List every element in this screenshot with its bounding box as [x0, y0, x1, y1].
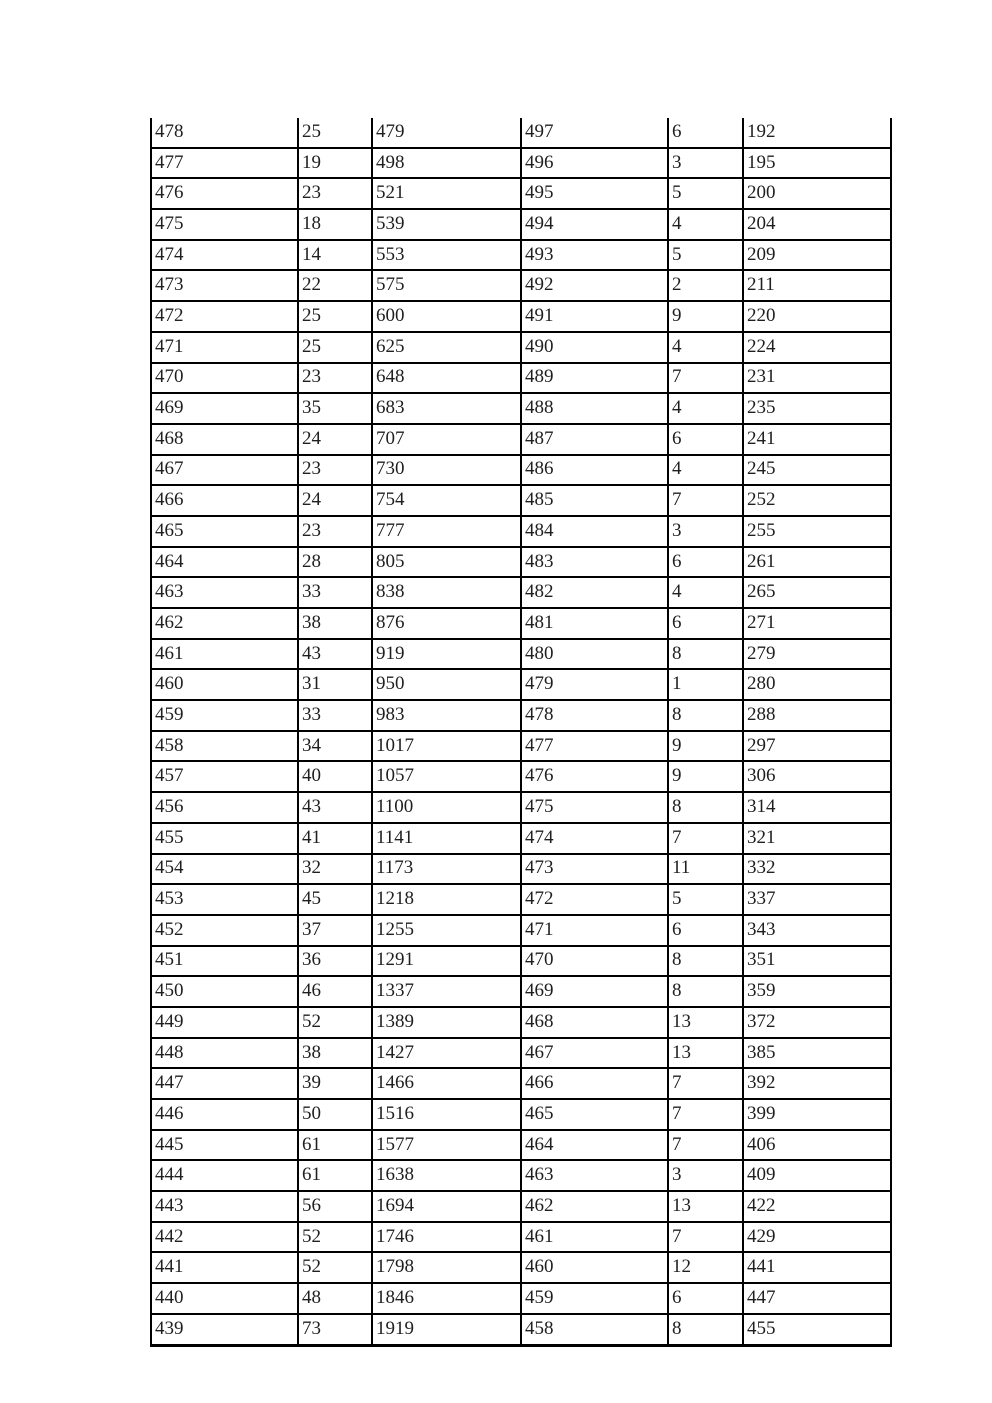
table-row	[151, 516, 891, 547]
score-cell: 458	[151, 731, 298, 762]
table-row	[151, 915, 891, 946]
cumulative-cell: 455	[743, 1314, 891, 1345]
count-cell: 52	[298, 1252, 372, 1283]
count-cell: 9	[668, 731, 743, 762]
count-cell: 41	[298, 823, 372, 854]
count-cell: 34	[298, 731, 372, 762]
score-cell: 480	[521, 639, 668, 670]
cumulative-cell: 1173	[372, 854, 521, 885]
score-cell: 460	[151, 669, 298, 700]
count-cell: 23	[298, 455, 372, 486]
cumulative-cell: 1017	[372, 731, 521, 762]
count-cell: 12	[668, 1252, 743, 1283]
table-row	[151, 1038, 891, 1069]
score-cell: 467	[521, 1038, 668, 1069]
table-row	[151, 792, 891, 823]
count-cell: 36	[298, 946, 372, 977]
count-cell: 35	[298, 393, 372, 424]
count-cell: 61	[298, 1130, 372, 1161]
score-cell: 472	[521, 884, 668, 915]
count-cell: 4	[668, 455, 743, 486]
count-cell: 52	[298, 1007, 372, 1038]
count-cell: 8	[668, 792, 743, 823]
cumulative-cell: 1057	[372, 761, 521, 792]
score-cell: 444	[151, 1160, 298, 1191]
cumulative-cell: 730	[372, 455, 521, 486]
count-cell: 24	[298, 424, 372, 455]
score-cell: 470	[521, 946, 668, 977]
cumulative-cell: 280	[743, 669, 891, 700]
score-cell: 462	[521, 1191, 668, 1222]
count-cell: 8	[668, 946, 743, 977]
cumulative-cell: 422	[743, 1191, 891, 1222]
count-cell: 43	[298, 792, 372, 823]
cumulative-cell: 429	[743, 1222, 891, 1253]
score-cell: 460	[521, 1252, 668, 1283]
cumulative-cell: 1577	[372, 1130, 521, 1161]
count-cell: 7	[668, 363, 743, 394]
count-cell: 7	[668, 1222, 743, 1253]
cumulative-cell: 600	[372, 301, 521, 332]
table-row	[151, 1007, 891, 1038]
cumulative-cell: 314	[743, 792, 891, 823]
count-cell: 23	[298, 516, 372, 547]
cumulative-cell: 255	[743, 516, 891, 547]
count-cell: 40	[298, 761, 372, 792]
table-row	[151, 761, 891, 792]
score-cell: 474	[151, 240, 298, 271]
cumulative-cell: 1798	[372, 1252, 521, 1283]
count-cell: 18	[298, 209, 372, 240]
table-row	[151, 823, 891, 854]
count-cell: 5	[668, 240, 743, 271]
score-cell: 496	[521, 148, 668, 179]
count-cell: 7	[668, 1130, 743, 1161]
count-cell: 32	[298, 854, 372, 885]
cumulative-cell: 399	[743, 1099, 891, 1130]
score-cell: 457	[151, 761, 298, 792]
count-cell: 56	[298, 1191, 372, 1222]
cumulative-cell: 245	[743, 455, 891, 486]
cumulative-cell: 838	[372, 577, 521, 608]
count-cell: 43	[298, 639, 372, 670]
table-row	[151, 301, 891, 332]
cumulative-cell: 343	[743, 915, 891, 946]
cumulative-cell: 479	[372, 118, 521, 148]
table-row	[151, 700, 891, 731]
cumulative-cell: 1255	[372, 915, 521, 946]
cumulative-cell: 1919	[372, 1314, 521, 1345]
cumulative-cell: 192	[743, 118, 891, 148]
cumulative-cell: 919	[372, 639, 521, 670]
table-row	[151, 577, 891, 608]
score-cell: 472	[151, 301, 298, 332]
score-cell: 473	[521, 854, 668, 885]
count-cell: 3	[668, 1160, 743, 1191]
cumulative-cell: 707	[372, 424, 521, 455]
count-cell: 13	[668, 1191, 743, 1222]
cumulative-cell: 297	[743, 731, 891, 762]
count-cell: 25	[298, 332, 372, 363]
score-cell: 442	[151, 1222, 298, 1253]
score-cell: 453	[151, 884, 298, 915]
cumulative-cell: 224	[743, 332, 891, 363]
count-cell: 11	[668, 854, 743, 885]
count-cell: 25	[298, 301, 372, 332]
score-cell: 494	[521, 209, 668, 240]
cumulative-cell: 1638	[372, 1160, 521, 1191]
score-cell: 481	[521, 608, 668, 639]
table-row	[151, 363, 891, 394]
score-cell: 466	[521, 1068, 668, 1099]
score-cell: 464	[521, 1130, 668, 1161]
count-cell: 5	[668, 178, 743, 209]
table-row	[151, 1068, 891, 1099]
score-cell: 491	[521, 301, 668, 332]
count-cell: 2	[668, 270, 743, 301]
cumulative-cell: 950	[372, 669, 521, 700]
count-cell: 1	[668, 669, 743, 700]
score-cell: 465	[151, 516, 298, 547]
score-cell: 456	[151, 792, 298, 823]
score-cell: 465	[521, 1099, 668, 1130]
cumulative-cell: 1846	[372, 1283, 521, 1314]
cumulative-cell: 1218	[372, 884, 521, 915]
cumulative-cell: 351	[743, 946, 891, 977]
score-cell: 463	[521, 1160, 668, 1191]
cumulative-cell: 252	[743, 485, 891, 516]
count-cell: 7	[668, 485, 743, 516]
count-cell: 14	[298, 240, 372, 271]
count-cell: 25	[298, 118, 372, 148]
cumulative-cell: 385	[743, 1038, 891, 1069]
score-cell: 451	[151, 946, 298, 977]
cumulative-cell: 1427	[372, 1038, 521, 1069]
count-cell: 6	[668, 1283, 743, 1314]
cumulative-cell: 288	[743, 700, 891, 731]
cumulative-cell: 447	[743, 1283, 891, 1314]
cumulative-cell: 204	[743, 209, 891, 240]
count-cell: 45	[298, 884, 372, 915]
cumulative-cell: 261	[743, 547, 891, 578]
score-cell: 459	[521, 1283, 668, 1314]
cumulative-cell: 498	[372, 148, 521, 179]
score-cell: 459	[151, 700, 298, 731]
count-cell: 3	[668, 148, 743, 179]
cumulative-cell: 337	[743, 884, 891, 915]
cumulative-cell: 195	[743, 148, 891, 179]
cumulative-cell: 372	[743, 1007, 891, 1038]
score-cell: 485	[521, 485, 668, 516]
count-cell: 7	[668, 1099, 743, 1130]
cumulative-cell: 409	[743, 1160, 891, 1191]
score-cell: 441	[151, 1252, 298, 1283]
table-row	[151, 946, 891, 977]
score-cell: 493	[521, 240, 668, 271]
cumulative-cell: 441	[743, 1252, 891, 1283]
cumulative-cell: 1389	[372, 1007, 521, 1038]
score-cell: 471	[521, 915, 668, 946]
count-cell: 23	[298, 178, 372, 209]
cumulative-cell: 754	[372, 485, 521, 516]
cumulative-cell: 200	[743, 178, 891, 209]
score-distribution-table	[150, 118, 892, 1347]
count-cell: 7	[668, 823, 743, 854]
cumulative-cell: 220	[743, 301, 891, 332]
score-cell: 450	[151, 976, 298, 1007]
cumulative-cell: 1100	[372, 792, 521, 823]
count-cell: 6	[668, 608, 743, 639]
table-row	[151, 1314, 891, 1345]
table-row	[151, 178, 891, 209]
score-cell: 449	[151, 1007, 298, 1038]
cumulative-cell: 279	[743, 639, 891, 670]
count-cell: 4	[668, 332, 743, 363]
cumulative-cell: 1694	[372, 1191, 521, 1222]
score-cell: 461	[521, 1222, 668, 1253]
table-row	[151, 118, 891, 148]
score-cell: 477	[151, 148, 298, 179]
score-cell: 458	[521, 1314, 668, 1345]
score-cell: 475	[521, 792, 668, 823]
count-cell: 52	[298, 1222, 372, 1253]
score-cell: 455	[151, 823, 298, 854]
count-cell: 6	[668, 915, 743, 946]
table-row	[151, 209, 891, 240]
score-cell: 489	[521, 363, 668, 394]
score-cell: 446	[151, 1099, 298, 1130]
cumulative-cell: 265	[743, 577, 891, 608]
count-cell: 4	[668, 393, 743, 424]
cumulative-cell: 521	[372, 178, 521, 209]
cumulative-cell: 983	[372, 700, 521, 731]
table-row	[151, 455, 891, 486]
count-cell: 46	[298, 976, 372, 1007]
table-row	[151, 393, 891, 424]
table-row	[151, 332, 891, 363]
score-distribution-table-body	[151, 118, 891, 1345]
count-cell: 9	[668, 301, 743, 332]
score-cell: 476	[521, 761, 668, 792]
score-cell: 462	[151, 608, 298, 639]
cumulative-cell: 211	[743, 270, 891, 301]
table-row	[151, 639, 891, 670]
cumulative-cell: 683	[372, 393, 521, 424]
cumulative-cell: 241	[743, 424, 891, 455]
score-cell: 478	[151, 118, 298, 148]
score-cell: 440	[151, 1283, 298, 1314]
score-cell: 470	[151, 363, 298, 394]
table-row	[151, 270, 891, 301]
score-cell: 482	[521, 577, 668, 608]
count-cell: 38	[298, 1038, 372, 1069]
count-cell: 9	[668, 761, 743, 792]
score-cell: 486	[521, 455, 668, 486]
score-cell: 478	[521, 700, 668, 731]
cumulative-cell: 392	[743, 1068, 891, 1099]
count-cell: 13	[668, 1038, 743, 1069]
cumulative-cell: 876	[372, 608, 521, 639]
count-cell: 61	[298, 1160, 372, 1191]
score-cell: 463	[151, 577, 298, 608]
table-row	[151, 424, 891, 455]
count-cell: 22	[298, 270, 372, 301]
score-cell: 461	[151, 639, 298, 670]
score-cell: 469	[521, 976, 668, 1007]
score-cell: 477	[521, 731, 668, 762]
cumulative-cell: 235	[743, 393, 891, 424]
count-cell: 8	[668, 639, 743, 670]
table-row	[151, 884, 891, 915]
score-cell: 473	[151, 270, 298, 301]
count-cell: 6	[668, 118, 743, 148]
score-cell: 467	[151, 455, 298, 486]
cumulative-cell: 306	[743, 761, 891, 792]
table-row	[151, 669, 891, 700]
count-cell: 8	[668, 976, 743, 1007]
cumulative-cell: 805	[372, 547, 521, 578]
score-cell: 475	[151, 209, 298, 240]
table-row	[151, 1252, 891, 1283]
count-cell: 33	[298, 700, 372, 731]
table-row	[151, 547, 891, 578]
table-row	[151, 1283, 891, 1314]
cumulative-cell: 332	[743, 854, 891, 885]
table-row	[151, 1191, 891, 1222]
cumulative-cell: 1746	[372, 1222, 521, 1253]
count-cell: 4	[668, 577, 743, 608]
cumulative-cell: 321	[743, 823, 891, 854]
count-cell: 73	[298, 1314, 372, 1345]
score-cell: 474	[521, 823, 668, 854]
table-row	[151, 1130, 891, 1161]
score-cell: 490	[521, 332, 668, 363]
table-row	[151, 148, 891, 179]
score-cell: 469	[151, 393, 298, 424]
count-cell: 6	[668, 424, 743, 455]
score-cell: 487	[521, 424, 668, 455]
table-row	[151, 1160, 891, 1191]
cumulative-cell: 231	[743, 363, 891, 394]
score-cell: 497	[521, 118, 668, 148]
cumulative-cell: 1141	[372, 823, 521, 854]
cumulative-cell: 553	[372, 240, 521, 271]
score-cell: 439	[151, 1314, 298, 1345]
count-cell: 8	[668, 1314, 743, 1345]
table-row	[151, 608, 891, 639]
count-cell: 50	[298, 1099, 372, 1130]
table-row	[151, 854, 891, 885]
score-cell: 464	[151, 547, 298, 578]
cumulative-cell: 1337	[372, 976, 521, 1007]
cumulative-cell: 648	[372, 363, 521, 394]
score-cell: 492	[521, 270, 668, 301]
table-row	[151, 1222, 891, 1253]
score-cell: 479	[521, 669, 668, 700]
cumulative-cell: 406	[743, 1130, 891, 1161]
score-cell: 447	[151, 1068, 298, 1099]
cumulative-cell: 777	[372, 516, 521, 547]
cumulative-cell: 271	[743, 608, 891, 639]
score-cell: 484	[521, 516, 668, 547]
cumulative-cell: 575	[372, 270, 521, 301]
count-cell: 7	[668, 1068, 743, 1099]
count-cell: 38	[298, 608, 372, 639]
cumulative-cell: 1291	[372, 946, 521, 977]
count-cell: 13	[668, 1007, 743, 1038]
cumulative-cell: 1516	[372, 1099, 521, 1130]
score-cell: 471	[151, 332, 298, 363]
count-cell: 31	[298, 669, 372, 700]
count-cell: 33	[298, 577, 372, 608]
score-cell: 476	[151, 178, 298, 209]
count-cell: 28	[298, 547, 372, 578]
cumulative-cell: 539	[372, 209, 521, 240]
cumulative-cell: 359	[743, 976, 891, 1007]
score-cell: 454	[151, 854, 298, 885]
cumulative-cell: 625	[372, 332, 521, 363]
count-cell: 37	[298, 915, 372, 946]
score-cell: 448	[151, 1038, 298, 1069]
score-cell: 452	[151, 915, 298, 946]
count-cell: 39	[298, 1068, 372, 1099]
count-cell: 4	[668, 209, 743, 240]
count-cell: 48	[298, 1283, 372, 1314]
cumulative-cell: 209	[743, 240, 891, 271]
score-cell: 443	[151, 1191, 298, 1222]
table-row	[151, 240, 891, 271]
score-cell: 483	[521, 547, 668, 578]
table-row	[151, 976, 891, 1007]
table-row	[151, 731, 891, 762]
count-cell: 24	[298, 485, 372, 516]
count-cell: 23	[298, 363, 372, 394]
score-cell: 466	[151, 485, 298, 516]
count-cell: 19	[298, 148, 372, 179]
count-cell: 8	[668, 700, 743, 731]
score-cell: 495	[521, 178, 668, 209]
score-cell: 445	[151, 1130, 298, 1161]
table-row	[151, 485, 891, 516]
count-cell: 6	[668, 547, 743, 578]
count-cell: 3	[668, 516, 743, 547]
count-cell: 5	[668, 884, 743, 915]
score-cell: 468	[521, 1007, 668, 1038]
score-cell: 468	[151, 424, 298, 455]
cumulative-cell: 1466	[372, 1068, 521, 1099]
table-row	[151, 1099, 891, 1130]
score-cell: 488	[521, 393, 668, 424]
